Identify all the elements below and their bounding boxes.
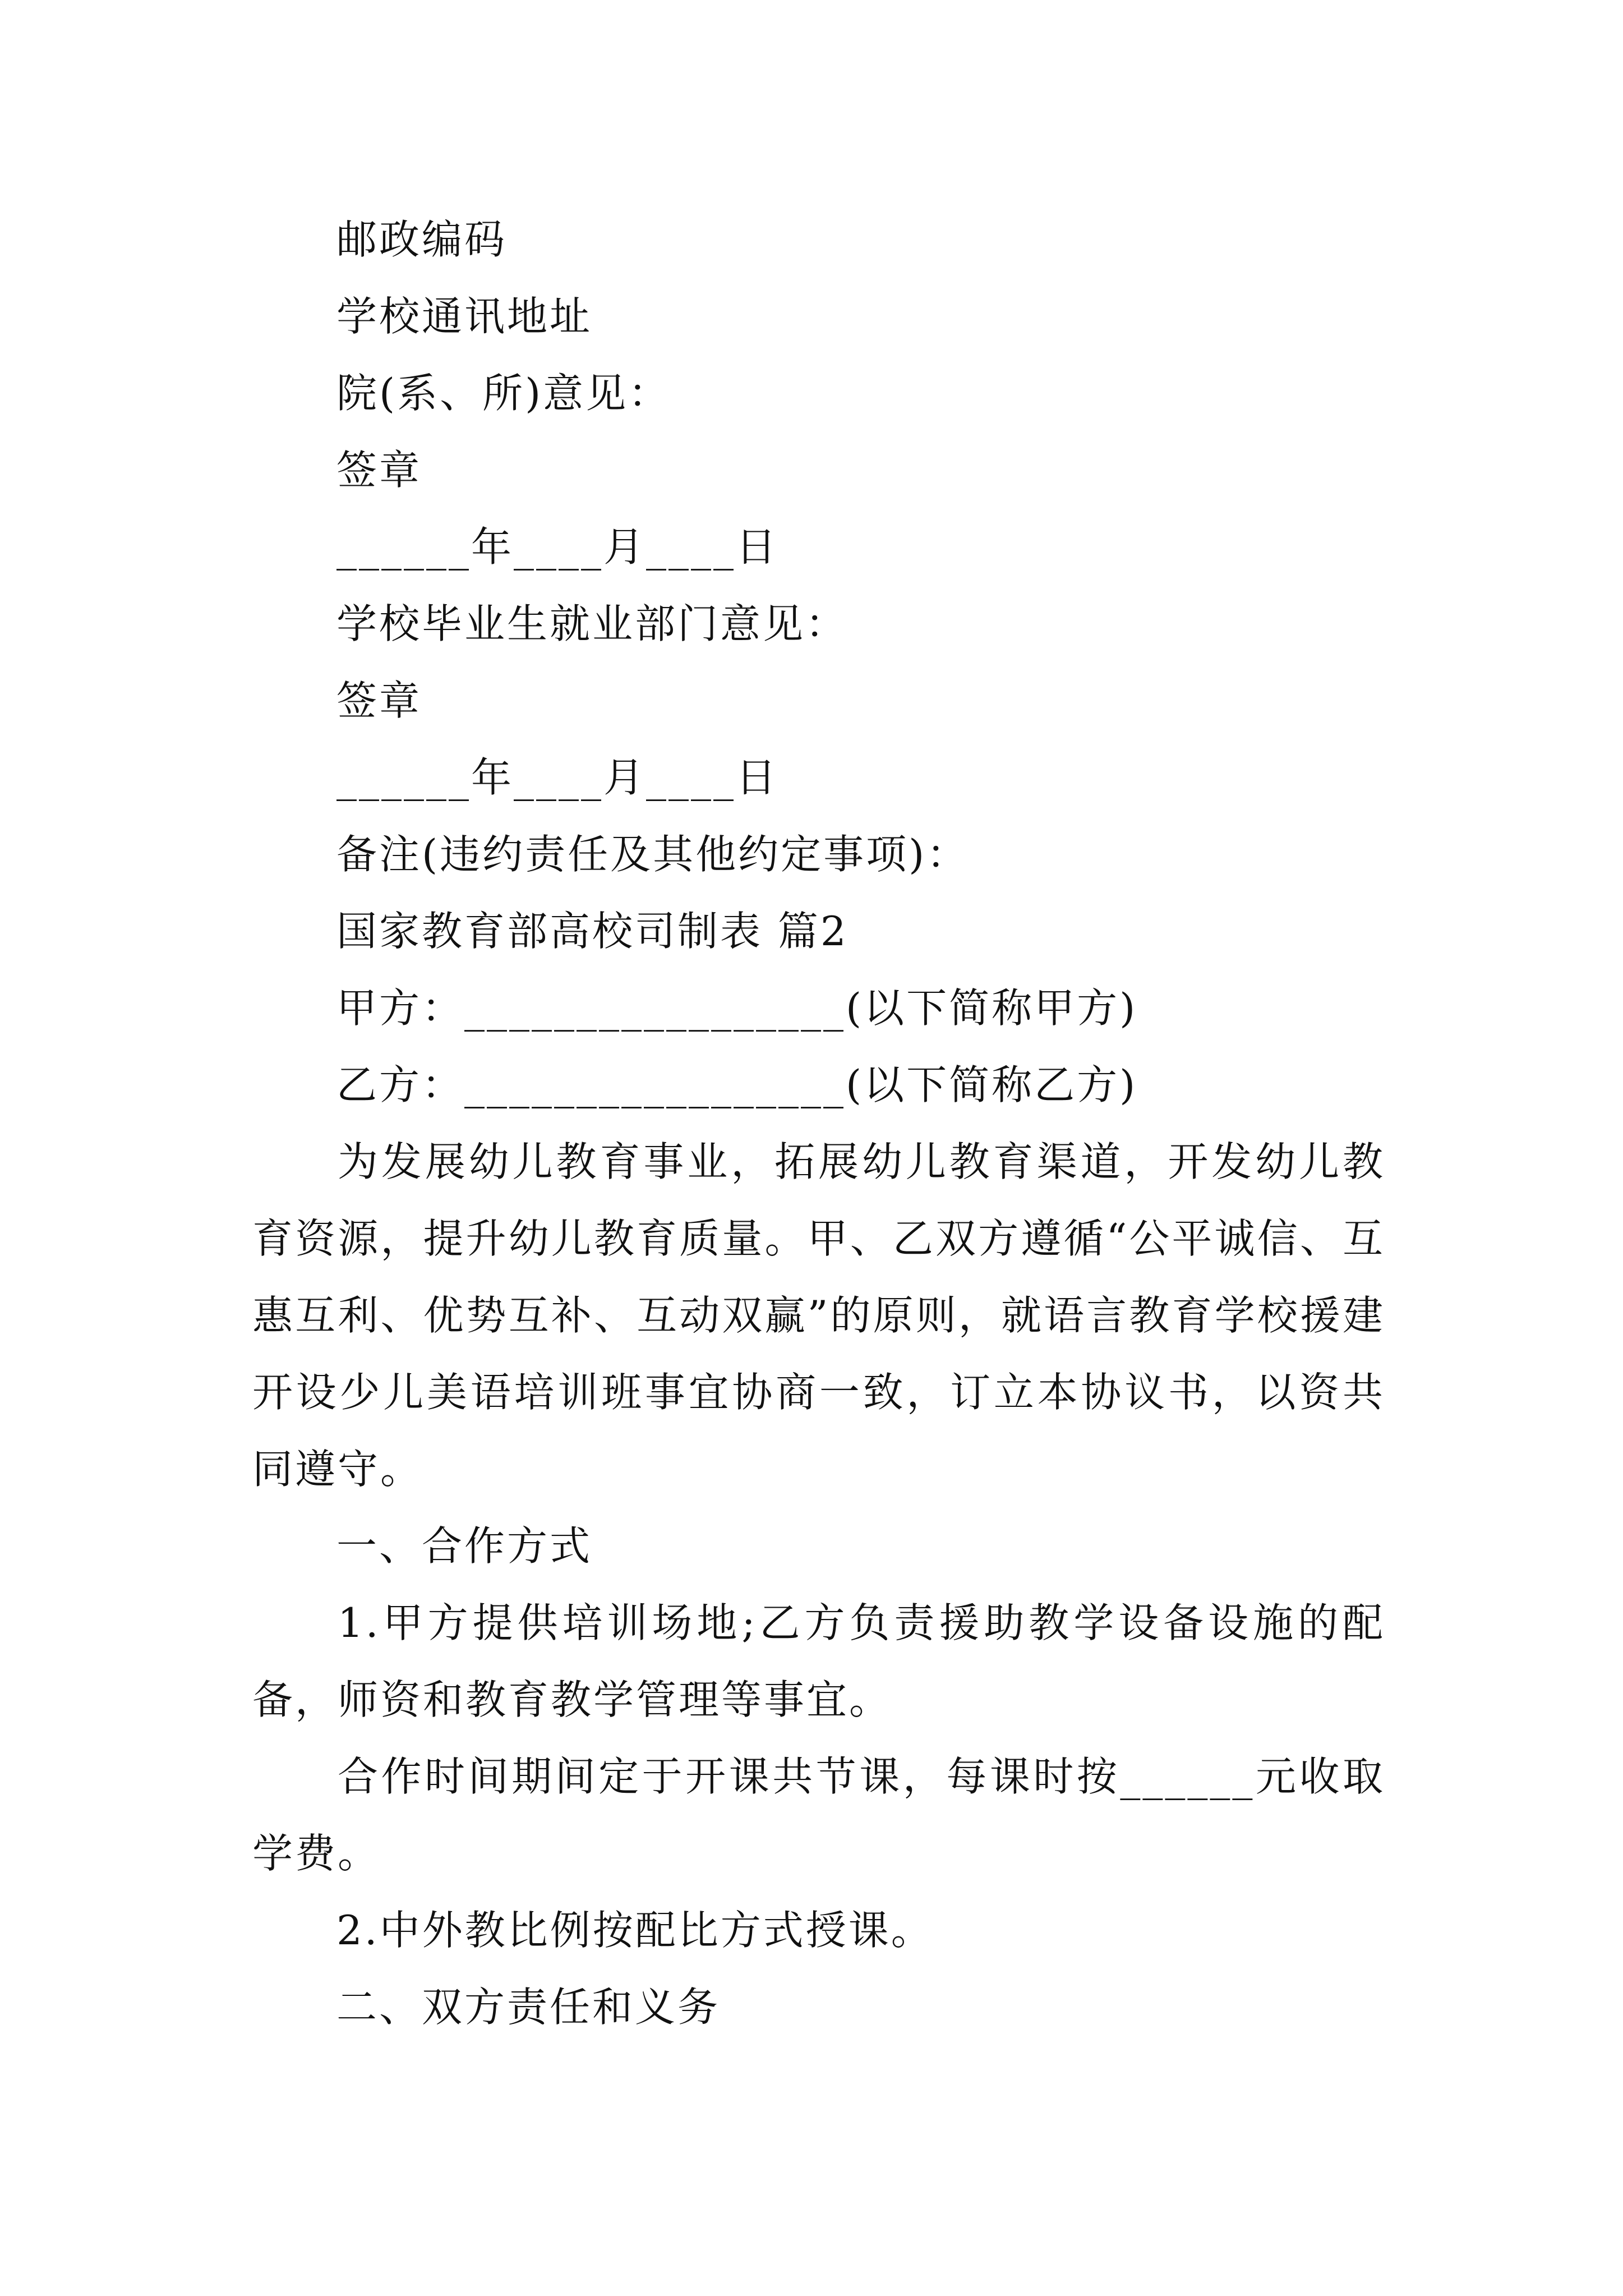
intro-paragraph: 为发展幼儿教育事业，拓展幼儿教育渠道，开发幼儿教育资源，提升幼儿教育质量。甲、乙双方遵循“公平诚信、互惠互利、优势互补、互动双赢”的原则，就语言教育学校援建开设少儿美语培训班事宜协商一致，订立本协议书，以资共同遵守。 <box>252 1138 1385 1493</box>
section-heading: 一、合作方式 <box>336 1522 593 1570</box>
party-b-line: 乙方：_________________(以下简称乙方) <box>336 1061 1138 1108</box>
employment-dept-opinion-label: 学校毕业生就业部门意见： <box>336 600 849 647</box>
party-a-line: 甲方：_________________(以下简称甲方) <box>336 984 1138 1032</box>
seal-label: 签章 <box>336 447 422 494</box>
remarks-label: 备注(违约责任及其他约定事项)： <box>336 831 970 878</box>
faculty-opinion-label: 院(系、所)意见： <box>336 370 671 417</box>
fee-paragraph: 合作时间期间定于开课共节课，每课时按______元收取学费。 <box>252 1753 1385 1877</box>
postcode-label: 邮政编码 <box>336 216 508 263</box>
school-address-label: 学校通讯地址 <box>336 293 593 340</box>
clause-line: 2.中外教比例按配比方式授课。 <box>336 1907 934 1954</box>
date-line: ______年____月____日 <box>336 754 779 801</box>
section-heading: 二、双方责任和义务 <box>336 1984 721 2031</box>
chapter-title: 国家教育部高校司制表 篇2 <box>336 908 849 955</box>
clause-paragraph: 1.甲方提供培训场地;乙方负责援助教学设备设施的配备，师资和教育教学管理等事宜。 <box>252 1599 1385 1723</box>
date-line: ______年____月____日 <box>336 523 779 570</box>
seal-label: 签章 <box>336 677 422 724</box>
